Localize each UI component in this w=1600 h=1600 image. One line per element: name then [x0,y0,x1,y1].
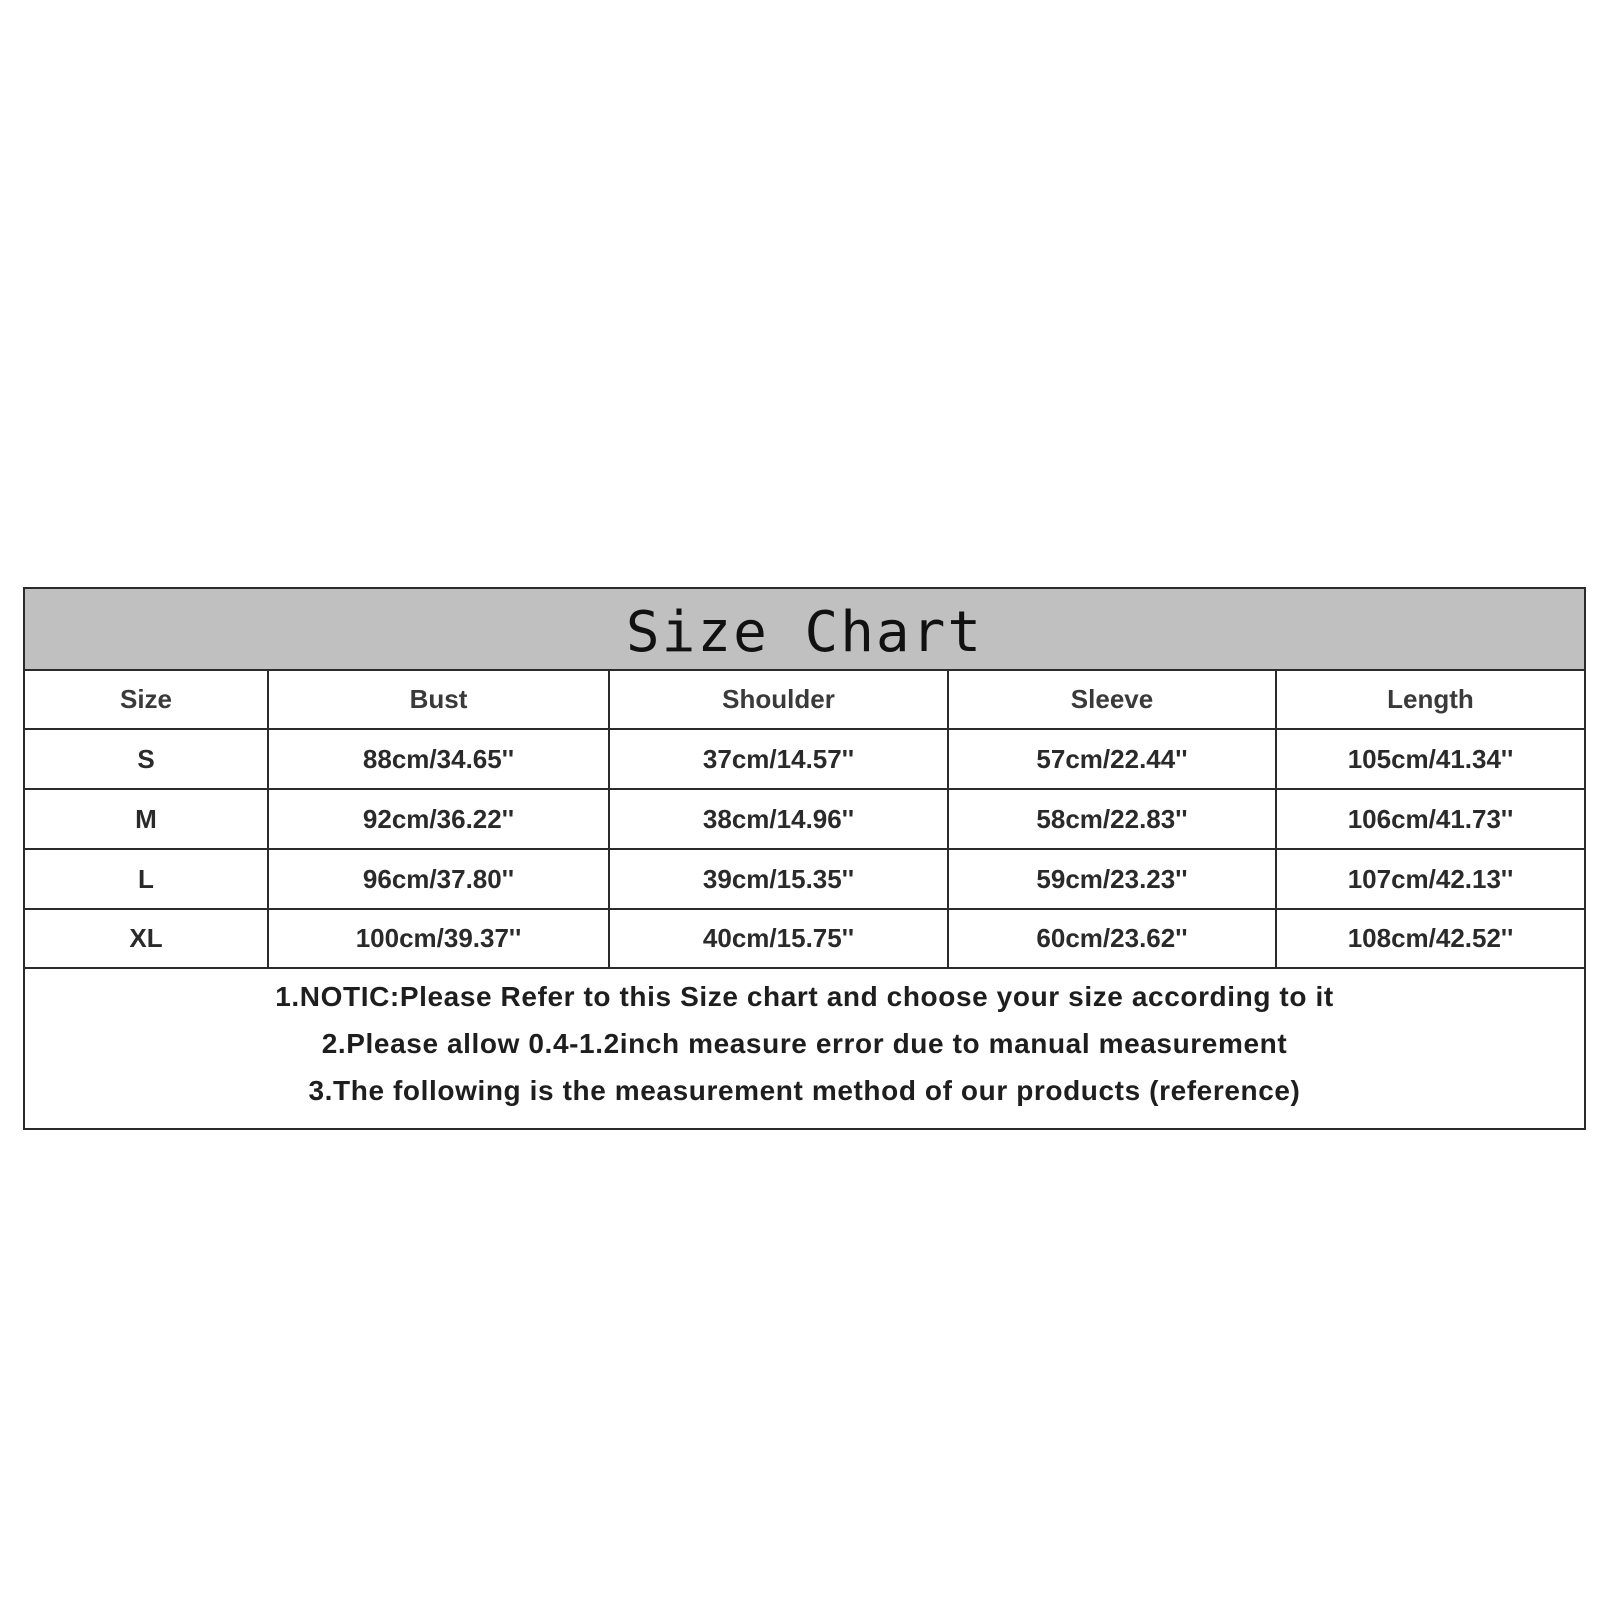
cell-size: XL [25,909,268,968]
cell-bust: 88cm/34.65'' [268,729,609,789]
cell-shoulder: 37cm/14.57'' [609,729,948,789]
cell-sleeve: 57cm/22.44'' [948,729,1276,789]
cell-bust: 92cm/36.22'' [268,789,609,849]
table-row [25,729,1584,789]
cell-size: S [25,729,268,789]
cell-shoulder: 40cm/15.75'' [609,909,948,968]
table-header-row [25,671,1584,729]
cell-sleeve: 59cm/23.23'' [948,849,1276,909]
cell-size: L [25,849,268,909]
cell-bust: 100cm/39.37'' [268,909,609,968]
table-row [25,789,1584,849]
cell-length: 106cm/41.73'' [1276,789,1584,849]
note-line-3: 3.The following is the measurement method of our products (reference) [308,1075,1301,1106]
chart-title: Size Chart [25,589,1584,671]
table-row [25,849,1584,909]
cell-bust: 96cm/37.80'' [268,849,609,909]
note-line-2: 2.Please allow 0.4-1.2inch measure error due to manual measurement [321,1028,1288,1059]
column-header-bust: Bust [268,671,609,729]
cell-length: 105cm/41.34'' [1276,729,1584,789]
column-header-shoulder: Shoulder [609,671,948,729]
cell-sleeve: 60cm/23.62'' [948,909,1276,968]
table-row [25,909,1584,968]
column-header-size: Size [25,671,268,729]
cell-size: M [25,789,268,849]
cell-shoulder: 39cm/15.35'' [609,849,948,909]
note-line-1: 1.NOTIC:Please Refer to this Size chart and choose your size according to it [275,981,1334,1012]
cell-shoulder: 38cm/14.96'' [609,789,948,849]
column-header-sleeve: Sleeve [948,671,1276,729]
size-chart [23,587,1586,1130]
cell-sleeve: 58cm/22.83'' [948,789,1276,849]
notes [25,969,1584,1128]
cell-length: 107cm/42.13'' [1276,849,1584,909]
cell-length: 108cm/42.52'' [1276,909,1584,968]
size-table [25,671,1584,969]
column-header-length: Length [1276,671,1584,729]
